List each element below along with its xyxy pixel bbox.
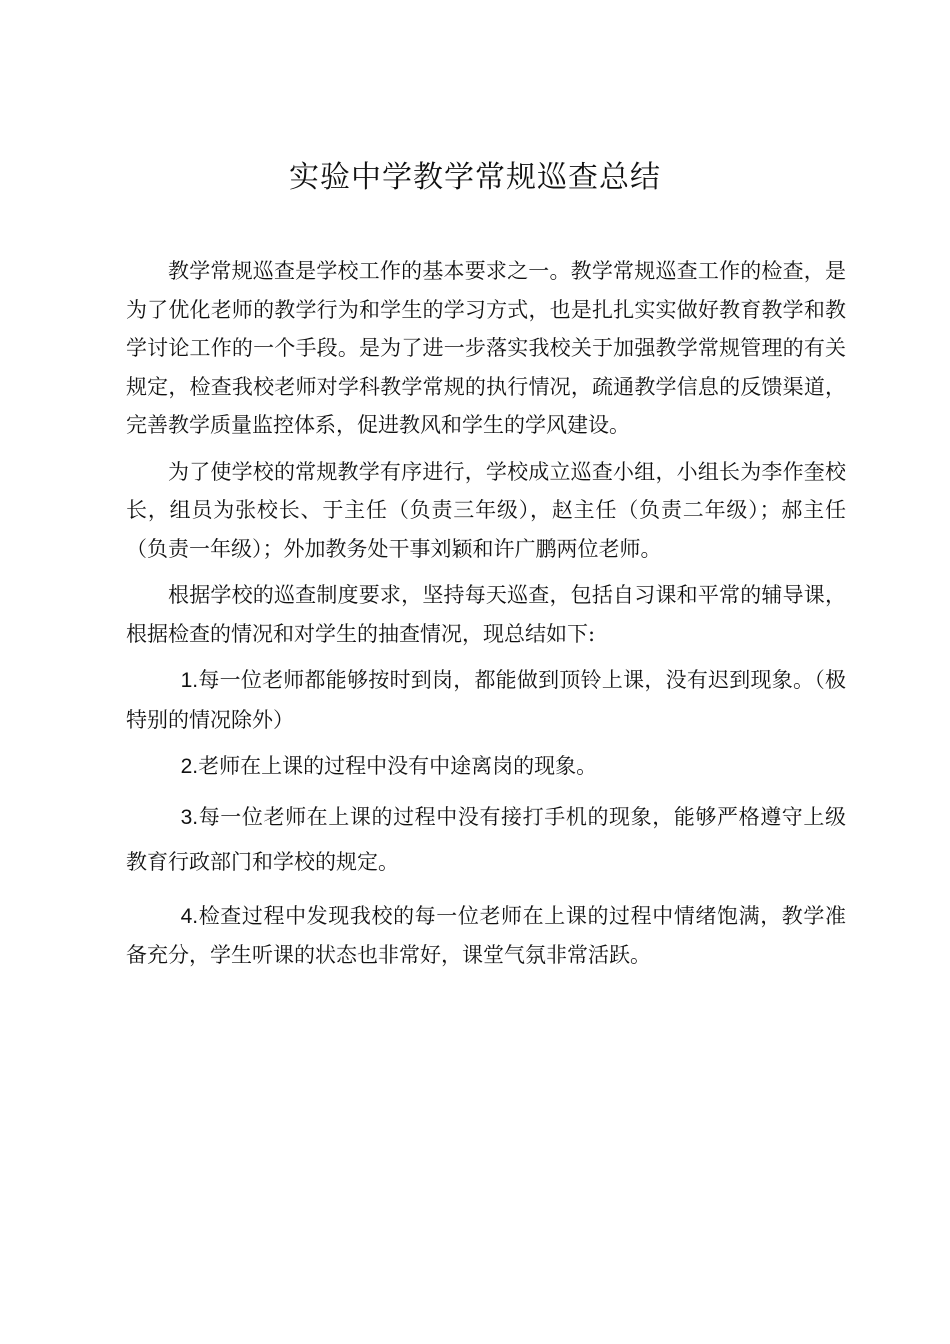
document-title: 实验中学教学常规巡查总结: [289, 160, 661, 195]
list-item-3: [126, 795, 846, 885]
list-item-4: [126, 897, 846, 975]
list-item-2: [126, 747, 846, 787]
item-text: 老师在上课的过程中没有中途离岗的现象。: [198, 754, 598, 778]
item-text: 检查过程中发现我校的每一位老师在上课的过程中情绪饱满，教学准备充分，学生听课的状态也非常好，课堂气氛非常活跃。: [126, 903, 846, 967]
document-body: [126, 252, 846, 983]
paragraph-team: 为了使学校的常规教学有序进行，学校成立巡查小组，小组长为李作奎校长，组员为张校长、于主任（负责三年级），赵主任（负责二年级）；郝主任（负责一年级）；外加教务处干事刘颖和许广鹏两位老师。: [126, 459, 846, 561]
item-text: 每一位老师都能够按时到岗，都能做到顶铃上课，没有迟到现象。（极特别的情况除外）: [126, 668, 846, 732]
paragraph-summary-lead: 根据学校的巡查制度要求，坚持每天巡查，包括自习课和平常的辅导课，根据检查的情况和对学生的抽查情况，现总结如下:: [126, 583, 846, 646]
item-text: 每一位老师在上课的过程中没有接打手机的现象，能够严格遵守上级教育行政部门和学校的规定。: [126, 804, 846, 874]
item-number: 4.: [180, 904, 199, 928]
item-number: 3.: [180, 805, 199, 829]
item-number: 2.: [180, 755, 199, 778]
paragraph-intro: 教学常规巡查是学校工作的基本要求之一。教学常规巡查工作的检查，是为了优化老师的教学行为和学生的学习方式，也是扎扎实实做好教育教学和教学讨论工作的一个手段。是为了进一步落实我校关于加强教学常规管理的有关规定，检查我校老师对学科教学常规的执行情况，疏通教学信息的反馈渠道，完善教学质量监控体系，促进教风和学生的学风建设。: [126, 259, 846, 437]
item-number: 1.: [180, 669, 199, 692]
list-item-1: [126, 661, 846, 739]
